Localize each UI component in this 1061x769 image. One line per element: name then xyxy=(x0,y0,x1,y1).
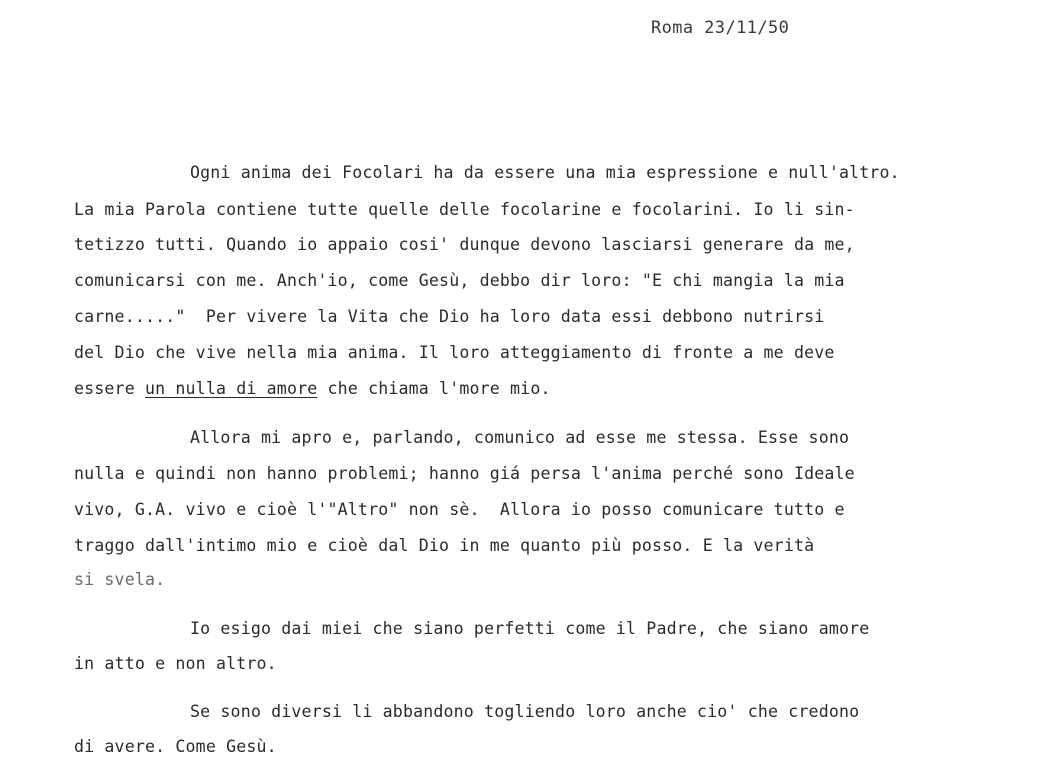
letter-date: Roma 23/11/50 xyxy=(651,18,790,38)
paragraph-2-line-4: traggo dall'intimo mio e cioè dal Dio in me quanto più posso. E la verità xyxy=(74,536,815,555)
paragraph-1-line-1: Ogni anima dei Focolari ha da essere una mia espressione e null'altro. xyxy=(190,163,900,182)
paragraph-1-line-3: tetizzo tutti. Quando io appaio cosi' dunque devono lasciarsi generare da me, xyxy=(74,235,855,254)
paragraph-1-line-6: del Dio che vive nella mia anima. Il loro atteggiamento di fronte a me deve xyxy=(74,343,835,362)
paragraph-1-line-7 xyxy=(74,379,551,398)
paragraph-3-line-1: Io esigo dai miei che siano perfetti come il Padre, che siano amore xyxy=(190,619,870,638)
paragraph-2-line-5: si svela. xyxy=(74,570,166,589)
paragraph-2-line-2: nulla e quindi non hanno problemi; hanno giá persa l'anima perché sono Ideale xyxy=(74,464,855,483)
line-7-end: che chiama l'more mio. xyxy=(317,379,551,398)
paragraph-2-line-1: Allora mi apro e, parlando, comunico ad esse me stessa. Esse sono xyxy=(190,428,850,447)
paragraph-1-line-5: carne....." Per vivere la Vita che Dio ha loro data essi debbono nutrirsi xyxy=(74,307,825,326)
underlined-phrase: un nulla di amore xyxy=(144,379,318,398)
paragraph-2-line-3: vivo, G.A. vivo e cioè l'"Altro" non sè. Allora io posso comunicare tutto e xyxy=(74,500,845,519)
line-7-start: essere xyxy=(74,379,145,398)
paragraph-1-line-4: comunicarsi con me. Anch'io, come Gesù, debbo dir loro: "E chi mangia la mia xyxy=(74,271,845,290)
paragraph-3-line-2: in atto e non altro. xyxy=(74,654,277,673)
paragraph-1-line-2: La mia Parola contiene tutte quelle delle focolarine e focolarini. Io li sin- xyxy=(74,200,855,219)
paragraph-4-line-1: Se sono diversi li abbandono togliendo loro anche cio' che credono xyxy=(190,702,860,721)
paragraph-4-line-2: di avere. Come Gesù. xyxy=(74,737,277,756)
